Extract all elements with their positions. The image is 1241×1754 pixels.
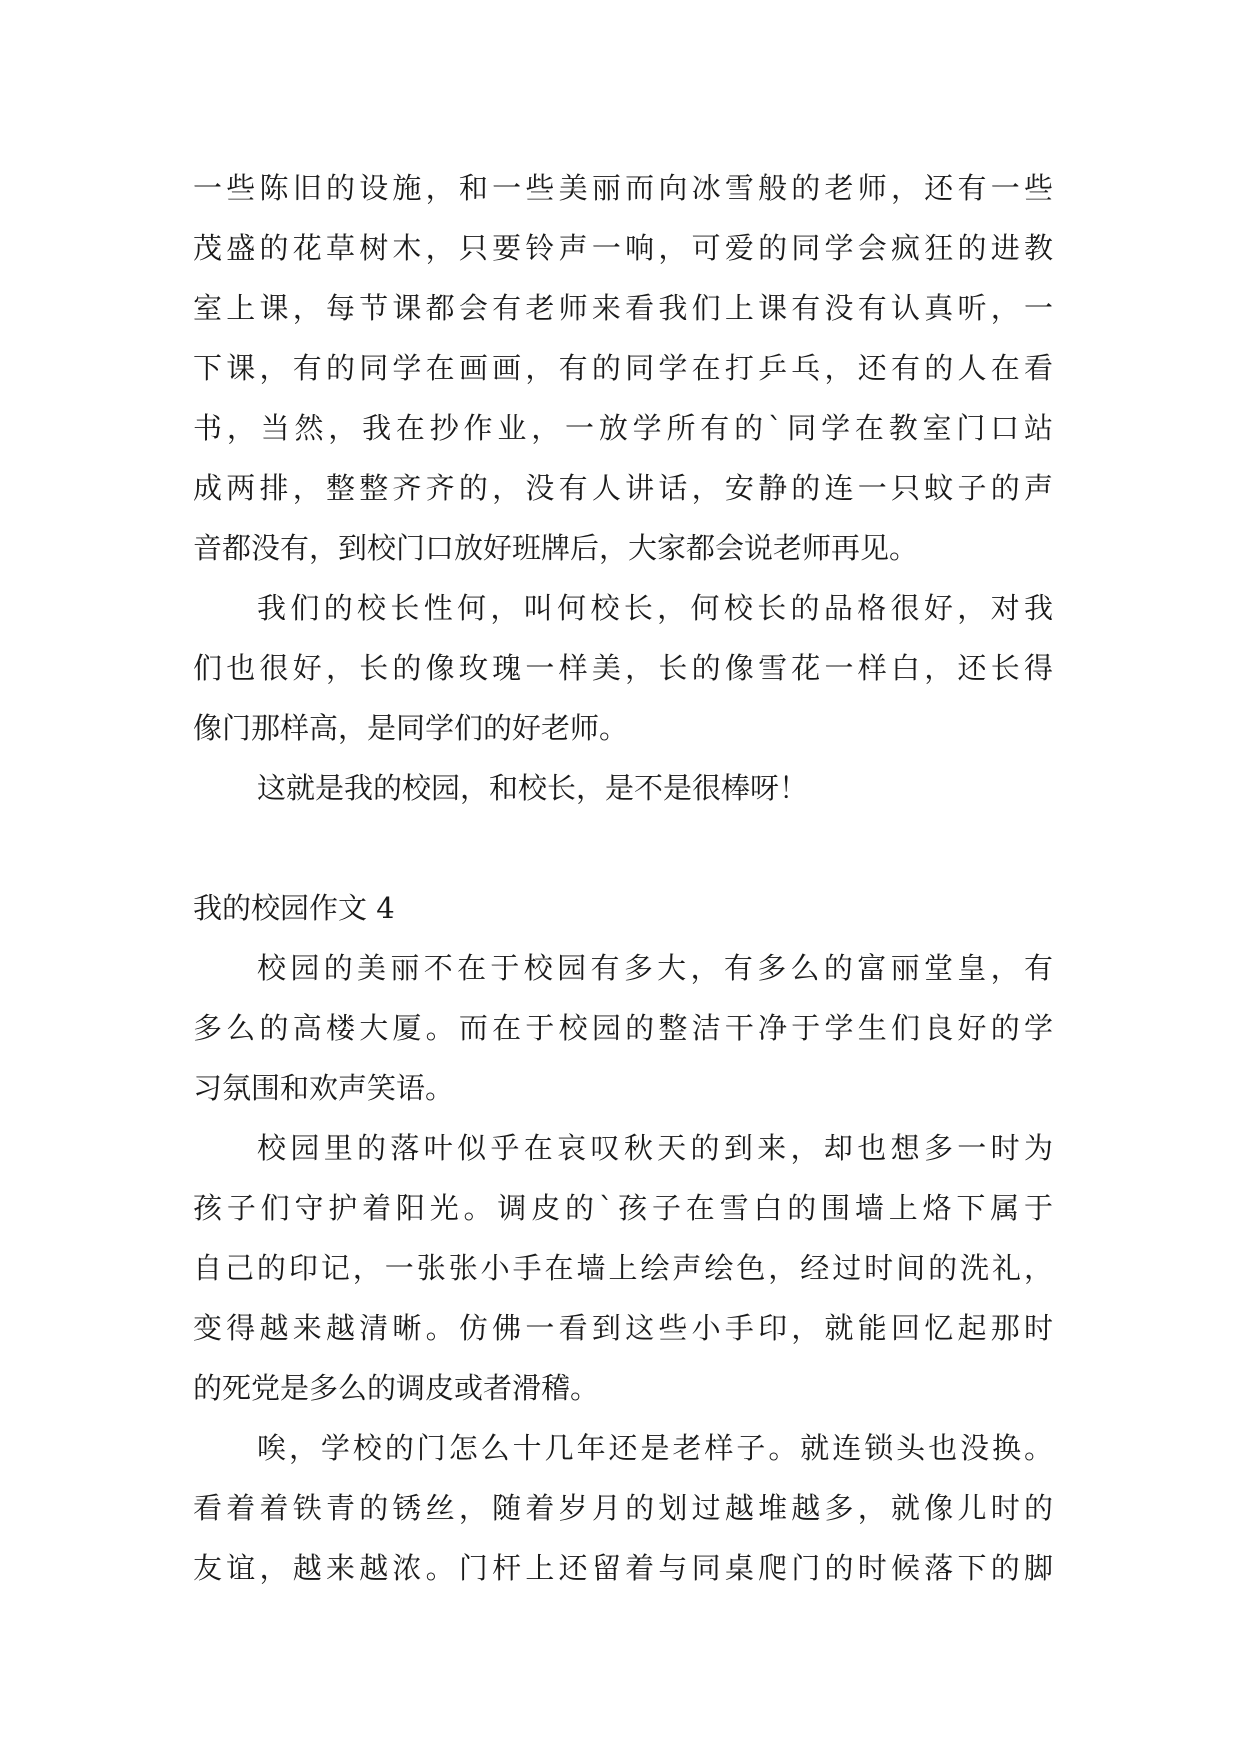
text-line: 习氛围和欢声笑语。: [193, 1071, 455, 1105]
document-page: [193, 158, 1053, 1598]
continuation-paragraph: [193, 158, 1053, 578]
section-paragraph-3: [193, 1418, 1053, 1598]
text-line: 的死党是多么的调皮或者滑稽。: [193, 1371, 600, 1405]
text-line: 自己的印记，一张张小手在墙上绘声绘色，经过时间的洗礼，: [193, 1251, 1053, 1285]
section-paragraph-2: [193, 1118, 1053, 1418]
text-line: 书，当然，我在抄作业，一放学所有的`同学在教室门口站: [193, 411, 1053, 445]
text-line: 音都没有，到校门口放好班牌后，大家都会说老师再见。: [193, 531, 919, 565]
text-line: 唉，学校的门怎么十几年还是老样子。就连锁头也没换。: [257, 1431, 1053, 1465]
text-line: 室上课，每节课都会有老师来看我们上课有没有认真听，一: [193, 291, 1053, 325]
text-line: 茂盛的花草树木，只要铃声一响，可爱的同学会疯狂的进教: [193, 231, 1053, 265]
text-line: 友谊，越来越浓。门杆上还留着与同桌爬门的时候落下的脚: [193, 1551, 1053, 1585]
text-line: 像门那样高，是同学们的好老师。: [193, 711, 629, 745]
text-line: 校园里的落叶似乎在哀叹秋天的到来，却也想多一时为: [257, 1131, 1053, 1165]
text-line: 一些陈旧的设施，和一些美丽而向冰雪般的老师，还有一些: [193, 171, 1053, 205]
text-line: 成两排，整整齐齐的，没有人讲话，安静的连一只蚊子的声: [193, 471, 1053, 505]
text-line: 校园的美丽不在于校园有多大，有多么的富丽堂皇，有: [257, 951, 1053, 985]
text-line: 我们的校长性何，叫何校长，何校长的品格很好，对我: [257, 591, 1053, 625]
section-title: 我的校园作文 4: [193, 891, 395, 925]
text-line: 孩子们守护着阳光。调皮的`孩子在雪白的围墙上烙下属于: [193, 1191, 1053, 1225]
text-line: 看着着铁青的锈丝，随着岁月的划过越堆越多，就像儿时的: [193, 1491, 1053, 1525]
blank-line: [193, 818, 1053, 878]
text-line: 多么的高楼大厦。而在于校园的整洁干净于学生们良好的学: [193, 1011, 1053, 1045]
section-paragraph-1: [193, 938, 1053, 1118]
text-line: 变得越来越清晰。仿佛一看到这些小手印，就能回忆起那时: [193, 1311, 1053, 1345]
text-line: 们也很好，长的像玫瑰一样美，长的像雪花一样白，还长得: [193, 651, 1053, 685]
closing-line: 这就是我的校园，和校长，是不是很棒呀！: [257, 771, 809, 805]
principal-paragraph: [193, 578, 1053, 758]
text-line: 下课，有的同学在画画，有的同学在打乒乓，还有的人在看: [193, 351, 1053, 385]
